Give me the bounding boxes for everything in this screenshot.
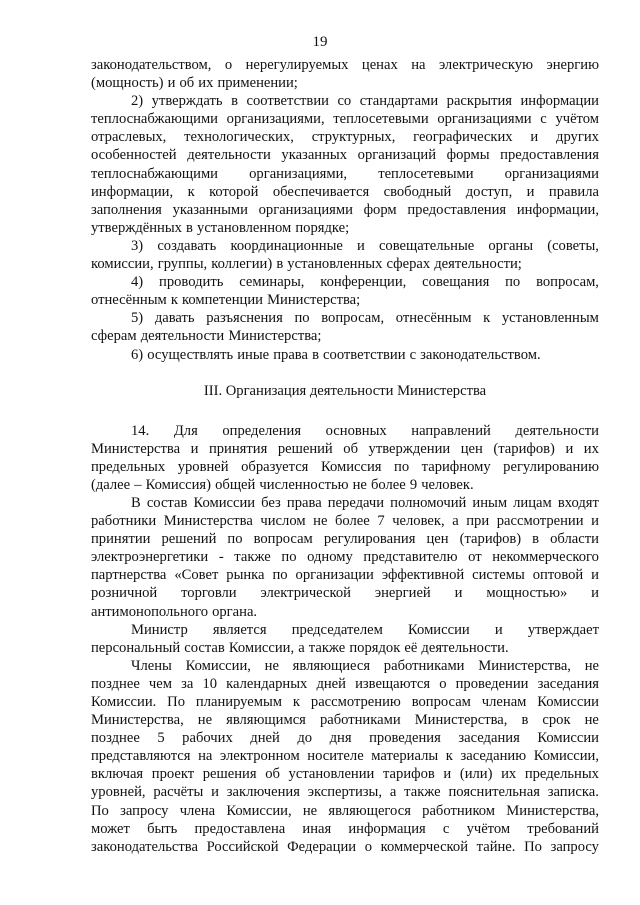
text-line: Министерства и принятия решений об утверждении цен (тарифов) и их <box>91 440 599 457</box>
page-number: 19 <box>312 34 328 50</box>
text-line: отнесённым к компетенции Министерства; <box>91 292 361 309</box>
text-line: предельных уровней образуется Комиссия по тарифному регулированию <box>91 458 599 475</box>
text-line: 14. Для определения основных направлений деятельности <box>131 422 599 439</box>
text-line: комиссии, группы, коллегии) в установленных сферах деятельности; <box>91 256 522 273</box>
paragraph <box>91 657 599 856</box>
paragraph <box>91 422 599 494</box>
text-line: уровней, расчёты и заключения экспертизы, а также пояснительная записка. <box>91 784 599 801</box>
text-line: розничной торговли электрической энергией и мощностью» и <box>91 585 599 602</box>
text-line: утверждённых в установленном порядке; <box>91 219 350 236</box>
text-line: В состав Комиссии без права передачи полномочий иным лицам входят <box>131 494 599 511</box>
text-line: работники Министерства числом не более 7 человек, а при рассмотрении и <box>91 513 599 530</box>
text-line: принятии решений по вопросам регулирования цен (тарифов) в области <box>91 531 599 548</box>
spacer <box>91 364 599 382</box>
text-line: представляются на электронном носителе материалы к заседанию Комиссии, <box>91 748 599 765</box>
spacer <box>91 400 599 422</box>
text-line: Члены Комиссии, не являющиеся работниками Министерства, не <box>131 657 599 674</box>
text-line: 4) проводить семинары, конференции, совещания по вопросам, <box>131 274 599 291</box>
text-line: электроэнергетики - также по одному представителю от некоммерческого <box>91 549 599 566</box>
section-heading: III. Организация деятельности Министерства <box>203 382 487 399</box>
text-line: 6) осуществлять иные права в соответствии с законодательством. <box>131 346 541 363</box>
text-line: антимонопольного органа. <box>91 603 258 620</box>
paragraph <box>91 309 599 345</box>
text-line: заполнения указанными организациями форм предоставления информации, <box>91 201 599 218</box>
paragraph <box>91 273 599 309</box>
text-line: 5) давать разъяснения по вопросам, отнесённым к установленным <box>131 310 599 327</box>
text-line: По запросу члена Комиссии, не являющегося работником Министерства, <box>91 802 599 819</box>
text-line: включая проект решения об установлении тарифов и (или) их предельных <box>91 766 599 783</box>
paragraph <box>91 237 599 273</box>
text-line: законодательством, о нерегулируемых ценах на электрическую энергию <box>91 57 599 73</box>
text-line: позднее 5 рабочих дней до дня проведения заседания Комиссии <box>91 730 599 747</box>
text-line: Комиссии. По планируемым к рассмотрению вопросам членам Комиссии <box>91 694 599 710</box>
paragraph <box>91 346 599 364</box>
text-line: информации, к которой обеспечивается свободный доступ, и правила <box>91 183 599 200</box>
text-line: сферам деятельности Министерства; <box>91 328 322 345</box>
text-line: может быть предоставлена иная информация с учётом требований <box>91 820 599 837</box>
text-line: особенностей деятельности указанных организаций формы предоставления <box>91 147 599 164</box>
text-line: Министерства, не являющимся работниками Министерства, в срок не <box>91 712 599 729</box>
text-line: теплоснабжающими организациями, теплосетевыми организациями с учётом <box>91 111 599 128</box>
text-line: законодательства Российской Федерации о коммерческой тайне. По запросу <box>91 838 599 855</box>
text-line: отраслевых, технологических, структурных, географических и других <box>91 129 599 146</box>
rights-list <box>91 56 599 364</box>
paragraph <box>91 92 599 237</box>
paragraph <box>91 494 599 621</box>
text-line: (далее – Комиссия) общей численностью не более 9 человек. <box>91 476 474 493</box>
text-line: партнерства «Совет рынка по организации эффективной системы оптовой и <box>91 567 599 584</box>
paragraph <box>91 56 599 92</box>
text-line: позднее чем за 10 календарных дней извещаются о проведении заседания <box>91 675 599 692</box>
text-line: 3) создавать координационные и совещательные органы (советы, <box>131 237 599 254</box>
text-line: Министр является председателем Комиссии и утверждает <box>131 621 599 638</box>
organization-section <box>91 422 599 856</box>
text-line: персональный состав Комиссии, а также порядок её деятельности. <box>91 639 509 656</box>
text-line: (мощность) и об их применении; <box>91 75 298 92</box>
text-line: 2) утверждать в соответствии со стандартами раскрытия информации <box>131 93 599 110</box>
paragraph <box>91 621 599 657</box>
text-line: теплоснабжающими организациями, теплосетевыми организациями <box>91 165 599 182</box>
document-body <box>91 56 599 856</box>
